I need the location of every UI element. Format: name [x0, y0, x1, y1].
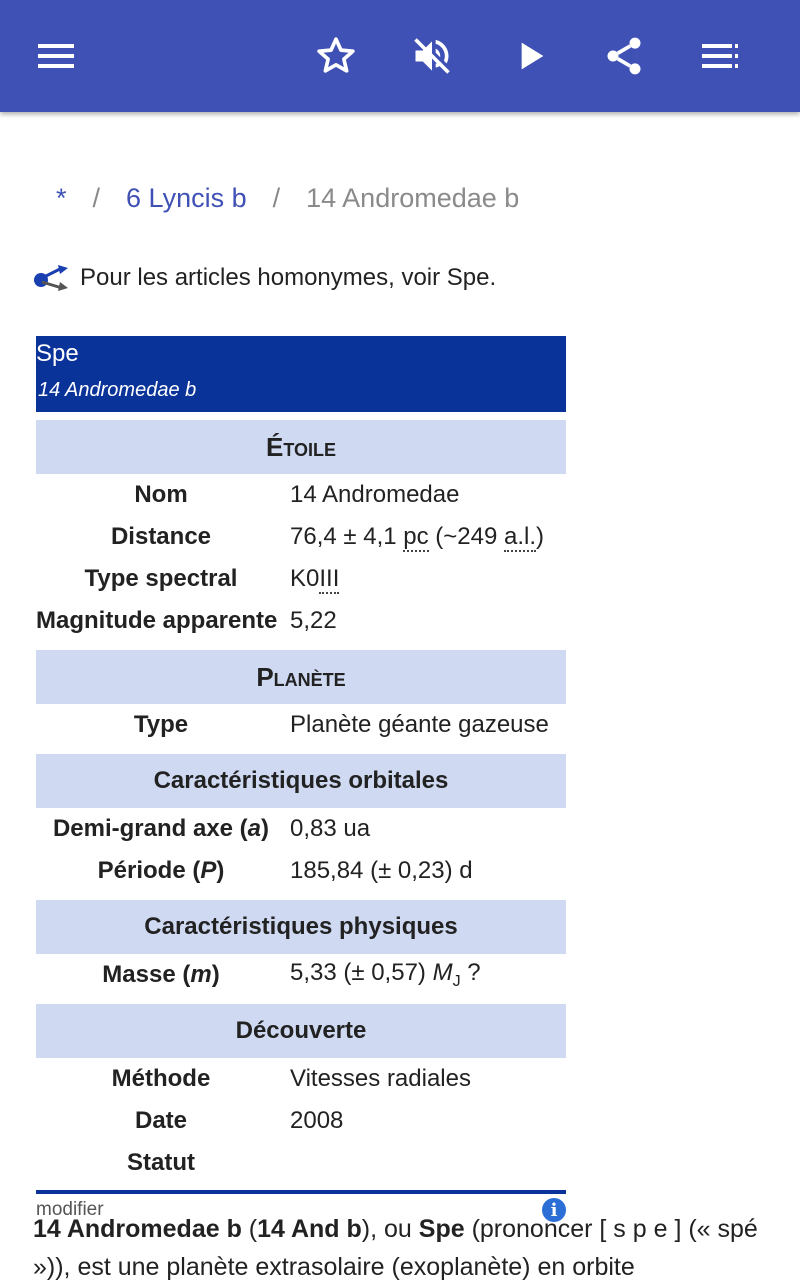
- label-symbol: P: [200, 857, 217, 884]
- label-text: ): [216, 857, 225, 884]
- play-icon: [510, 36, 550, 76]
- value-text: ?: [460, 959, 481, 987]
- article-paragraph: [33, 1210, 773, 1286]
- value-text: (~249: [428, 523, 504, 550]
- edit-link[interactable]: modifier: [36, 1199, 104, 1220]
- disambiguation-icon: [32, 263, 72, 293]
- paragraph-text: (: [241, 1215, 258, 1243]
- row-value: 2008: [290, 1107, 344, 1134]
- bold-term: Spe: [418, 1215, 465, 1243]
- play-button[interactable]: [502, 28, 558, 84]
- label-text: Période (: [97, 857, 201, 884]
- share-button[interactable]: [596, 28, 652, 84]
- infobox-subtitle: 14 Andromedae b: [38, 379, 197, 401]
- jupiter-mass-symbol[interactable]: M: [432, 959, 453, 987]
- label-text: ): [211, 961, 220, 988]
- row-value: [286, 959, 481, 991]
- infobox-row: [36, 1058, 566, 1100]
- infobox-header: [36, 336, 566, 412]
- value-text: 76,4 ± 4,1: [290, 523, 404, 550]
- breadcrumb-separator: /: [92, 182, 101, 213]
- section-heading-star: Étoile: [36, 420, 566, 474]
- row-value[interactable]: Vitesses radiales: [290, 1065, 471, 1092]
- label-text: Masse (: [102, 961, 191, 988]
- value-text: ): [536, 523, 545, 550]
- row-label: Statut: [127, 1149, 195, 1176]
- label-text: Demi-grand axe (: [52, 815, 248, 842]
- bold-term: 14 And b: [257, 1215, 362, 1243]
- infobox-row: [36, 474, 566, 516]
- star-icon: [314, 34, 358, 78]
- infobox-row: [36, 954, 566, 996]
- luminosity-class-abbr[interactable]: III: [319, 565, 340, 592]
- paragraph-text: (prononcer [ s p e ] (« spé »)), est une planète extrasolaire (exoplanète) en orbite: [33, 1215, 758, 1281]
- table-of-contents-button[interactable]: [692, 28, 748, 84]
- row-label: Date: [134, 1107, 188, 1134]
- breadcrumb-separator: /: [272, 182, 281, 213]
- label-symbol: m: [190, 961, 212, 988]
- infobox-row: [36, 558, 566, 600]
- infobox-row: [36, 808, 566, 850]
- disambiguation-note: [32, 256, 496, 300]
- breadcrumb-previous-link[interactable]: 6 Lyncis b: [126, 182, 247, 213]
- section-heading-physical: Caractéristiques physiques: [36, 900, 566, 954]
- infobox-row: [36, 850, 566, 892]
- bookmark-button[interactable]: [308, 28, 364, 84]
- infobox-title: Spe: [36, 340, 79, 367]
- row-label[interactable]: [36, 815, 286, 843]
- breadcrumb-current: 14 Andromedae b: [306, 182, 520, 213]
- infobox-row: [36, 516, 566, 558]
- label-text: ): [261, 815, 270, 842]
- row-label: Méthode: [111, 1065, 211, 1092]
- section-heading-planet: Planète: [36, 650, 566, 704]
- value-text: K0: [290, 565, 320, 592]
- label-symbol: a: [247, 815, 262, 842]
- mute-button[interactable]: [404, 28, 460, 84]
- row-label: Distance: [110, 523, 212, 550]
- row-label: Type: [133, 711, 189, 738]
- row-value: 185,84 (± 0,23) d: [290, 857, 473, 884]
- row-value: 0,83 ua: [290, 815, 371, 842]
- row-label[interactable]: [36, 961, 286, 989]
- unit-abbr-pc[interactable]: pc: [403, 523, 429, 550]
- infobox-row: [36, 704, 566, 746]
- row-value[interactable]: Planète géante gazeuse: [290, 711, 549, 738]
- infobox: [36, 336, 566, 1226]
- row-label[interactable]: [36, 857, 286, 885]
- volume-off-icon: [410, 34, 454, 78]
- menu-icon: [36, 41, 76, 71]
- disambiguation-text[interactable]: Pour les articles homonymes, voir Spe.: [80, 264, 497, 291]
- infobox-row: [36, 1142, 566, 1184]
- value-text: 5,33 (± 0,57): [290, 959, 433, 987]
- jupiter-mass-subscript: J: [452, 972, 461, 990]
- menu-button[interactable]: [28, 28, 84, 84]
- bold-term: 14 Andromedae b: [33, 1215, 242, 1243]
- breadcrumb: [36, 176, 519, 220]
- row-label[interactable]: Magnitude apparente: [36, 607, 278, 634]
- row-value: 5,22: [290, 607, 337, 634]
- app-toolbar: [0, 0, 800, 112]
- paragraph-text: ), ou: [361, 1215, 419, 1243]
- breadcrumb-root-link[interactable]: *: [56, 182, 67, 213]
- infobox-row: [36, 600, 566, 642]
- unit-abbr-al[interactable]: a.l.: [504, 523, 537, 550]
- share-icon: [602, 34, 646, 78]
- section-heading-orbital: Caractéristiques orbitales: [36, 754, 566, 808]
- section-heading-discovery: Découverte: [36, 1004, 566, 1058]
- row-label[interactable]: Type spectral: [84, 565, 238, 592]
- row-value: [286, 565, 339, 593]
- row-value: [286, 523, 544, 551]
- infobox-row: [36, 1100, 566, 1142]
- row-value[interactable]: 14 Andromedae: [290, 481, 460, 508]
- list-icon: [700, 41, 740, 71]
- row-label: Nom: [134, 481, 188, 508]
- info-icon[interactable]: i: [542, 1198, 566, 1222]
